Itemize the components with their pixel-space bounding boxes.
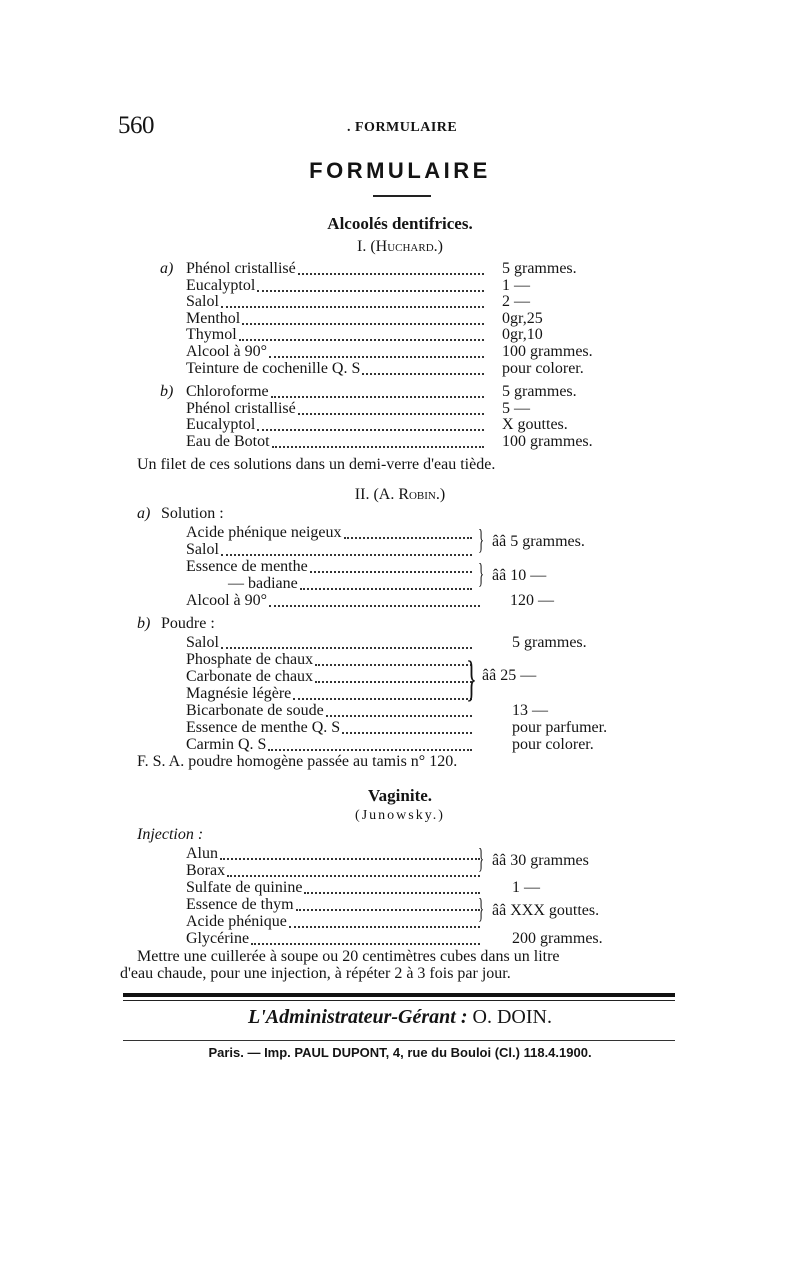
leader-dots <box>221 296 484 308</box>
formula-item-amount: 5 grammes. <box>512 634 587 651</box>
formula-item-name: Eucalyptol <box>186 416 256 434</box>
formula-item-amount: X gouttes. <box>502 416 568 434</box>
formula-item-name: Essence de menthe Q. S <box>186 719 341 736</box>
leader-dots <box>310 561 472 573</box>
leader-dots <box>251 933 480 945</box>
formula-item-name: Thymol <box>186 326 237 344</box>
formula-item-name: Glycérine <box>186 930 250 947</box>
formula-item-name: Carbonate de chaux <box>186 668 314 685</box>
section2-author: (Junowsky.) <box>355 808 445 823</box>
formula2-b-letter: b) <box>137 615 151 632</box>
formula2-a-title: Solution : <box>161 505 224 522</box>
leader-dots <box>271 386 484 398</box>
page-title: FORMULAIRE <box>309 158 491 183</box>
formula-item-amount: 2 — <box>502 293 530 311</box>
formula-item-amount: 5 grammes. <box>502 260 577 277</box>
leader-dots <box>315 671 472 683</box>
brace-s2-group2: } <box>478 894 485 925</box>
formula-item-name: Phosphate de chaux <box>186 651 314 668</box>
section2-group2-amount: ââ XXX gouttes. <box>492 902 600 919</box>
section-heading-alcooles: Alcoolés dentifrices. <box>327 214 473 233</box>
leader-dots <box>344 527 473 539</box>
formula-item-amount: 0gr,10 <box>502 326 543 344</box>
leader-dots <box>268 739 472 751</box>
formula-item-amount: 13 — <box>512 702 548 719</box>
leader-dots <box>326 705 472 717</box>
footer-thick-rule <box>123 993 675 997</box>
formula-item-amount: 1 — <box>502 276 530 294</box>
formula-item-amount: pour colorer. <box>502 359 584 377</box>
imprint-line: Paris. — Imp. PAUL DUPONT, 4, rue du Bouloi (Cl.) 118.4.1900. <box>208 1045 592 1060</box>
formula-item-name: Sulfate de quinine <box>186 879 303 896</box>
formula2-b-title: Poudre : <box>161 615 215 632</box>
running-title: . FORMULAIRE <box>347 120 458 135</box>
formula1-note: Un filet de ces solutions dans un demi-verre d'eau tiède. <box>137 456 496 473</box>
formula-item-name: Essence de thym <box>186 896 294 913</box>
formula-item-name: Carmin Q. S <box>186 736 267 753</box>
formula2-b-group-amount: ââ 25 — <box>482 667 537 684</box>
leader-dots <box>304 882 480 894</box>
section-heading-vaginite: Vaginite. <box>367 786 433 805</box>
formula1-b-letter: b) <box>160 383 174 400</box>
leader-dots <box>315 654 472 666</box>
leader-dots <box>342 722 472 734</box>
formula2-a-group2-amount: ââ 10 — <box>492 567 547 584</box>
leader-dots <box>300 578 472 590</box>
leader-dots <box>221 544 472 556</box>
formula-item-name: Menthol <box>186 309 241 327</box>
formula2-label: II. (A. Robin.) <box>354 486 446 503</box>
formula-item-amount: pour colorer. <box>512 736 594 753</box>
formula-item-amount: 5 — <box>502 399 530 417</box>
leader-dots <box>227 865 480 877</box>
footer-thin-rule <box>123 1000 675 1001</box>
brace-b-group: } <box>466 650 477 706</box>
formula-item-name: Essence de menthe <box>186 558 308 575</box>
leader-dots <box>221 637 472 649</box>
formula-item-name: Salol <box>186 634 219 651</box>
leader-dots <box>293 688 472 700</box>
administrator-name: O. DOIN. <box>472 1006 552 1028</box>
formula-item-name: Eucalyptol <box>186 276 256 294</box>
formula2-a-group1-amount: ââ 5 grammes. <box>492 533 585 550</box>
brace-a-group1: } <box>478 525 485 556</box>
leader-dots <box>242 313 484 325</box>
formula-item-name: Magnésie légère <box>186 685 292 702</box>
leader-dots <box>298 403 484 415</box>
title-rule <box>373 195 431 197</box>
leader-dots <box>239 329 484 341</box>
administrator-label: L'Administrateur-Gérant : <box>248 1006 468 1028</box>
formula-item-name: Eau de Botot <box>186 432 270 450</box>
formula2-a-letter: a) <box>137 505 151 522</box>
formula-item-name: Phénol cristallisé <box>186 399 296 417</box>
formula-item-name: Phénol cristallisé <box>186 260 296 277</box>
formula-item-amount: pour parfumer. <box>512 719 608 736</box>
leader-dots <box>296 899 480 911</box>
formula-item-amount: 200 grammes. <box>512 930 603 947</box>
leader-dots <box>269 346 484 358</box>
brace-a-group2: } <box>478 559 485 590</box>
formula-item-name: Bicarbonate de soude <box>186 702 324 719</box>
leader-dots <box>257 280 484 292</box>
formula-item-amount: 120 — <box>510 592 554 609</box>
formula-item-name: Salol <box>186 541 219 558</box>
formula2-note: F. S. A. poudre homogène passée au tamis n° 120. <box>137 753 458 770</box>
leader-dots <box>269 595 480 607</box>
formula-item-name: Alcool à 90° <box>186 592 268 609</box>
formula1-label: I. (Huchard.) <box>357 238 443 255</box>
formula-item-name: Alcool à 90° <box>186 343 268 360</box>
formula-item-name: Acide phénique <box>186 913 287 930</box>
section2-subtitle: Injection : <box>137 826 204 843</box>
formula-item-name: Salol <box>186 293 219 311</box>
formula1-a-letter: a) <box>160 260 174 277</box>
formula-item-amount: 1 — <box>512 879 540 896</box>
formula-item-amount: 5 grammes. <box>502 383 577 400</box>
formula-item-amount: 100 grammes. <box>502 432 593 450</box>
formula-item-name: Alun <box>186 845 218 862</box>
formula-item-name: Teinture de cochenille Q. S <box>186 359 361 377</box>
brace-s2-group1: } <box>478 844 485 875</box>
imprint-rule <box>123 1040 675 1041</box>
leader-dots <box>272 436 484 448</box>
leader-dots <box>289 916 480 928</box>
formula-item-name: Chloroforme <box>186 383 269 400</box>
section2-note-line2: d'eau chaude, pour une injection, à répéter 2 à 3 fois par jour. <box>120 965 511 982</box>
leader-dots <box>220 848 480 860</box>
formula-item-name: Borax <box>186 862 226 879</box>
section2-group1-amount: ââ 30 grammes <box>492 852 589 869</box>
leader-dots <box>362 363 484 375</box>
formula-item-name: — badiane <box>228 575 298 592</box>
leader-dots <box>257 419 484 431</box>
page-number: 560 <box>118 112 154 139</box>
administrator-line <box>0 1006 800 1029</box>
formula-item-amount: 0gr,25 <box>502 309 543 327</box>
formula-item-name: Acide phénique neigeux <box>186 524 342 541</box>
section2-note-line1: Mettre une cuillerée à soupe ou 20 centimètres cubes dans un litre <box>137 948 560 965</box>
formula-item-amount: 100 grammes. <box>502 343 593 360</box>
leader-dots <box>298 263 484 275</box>
